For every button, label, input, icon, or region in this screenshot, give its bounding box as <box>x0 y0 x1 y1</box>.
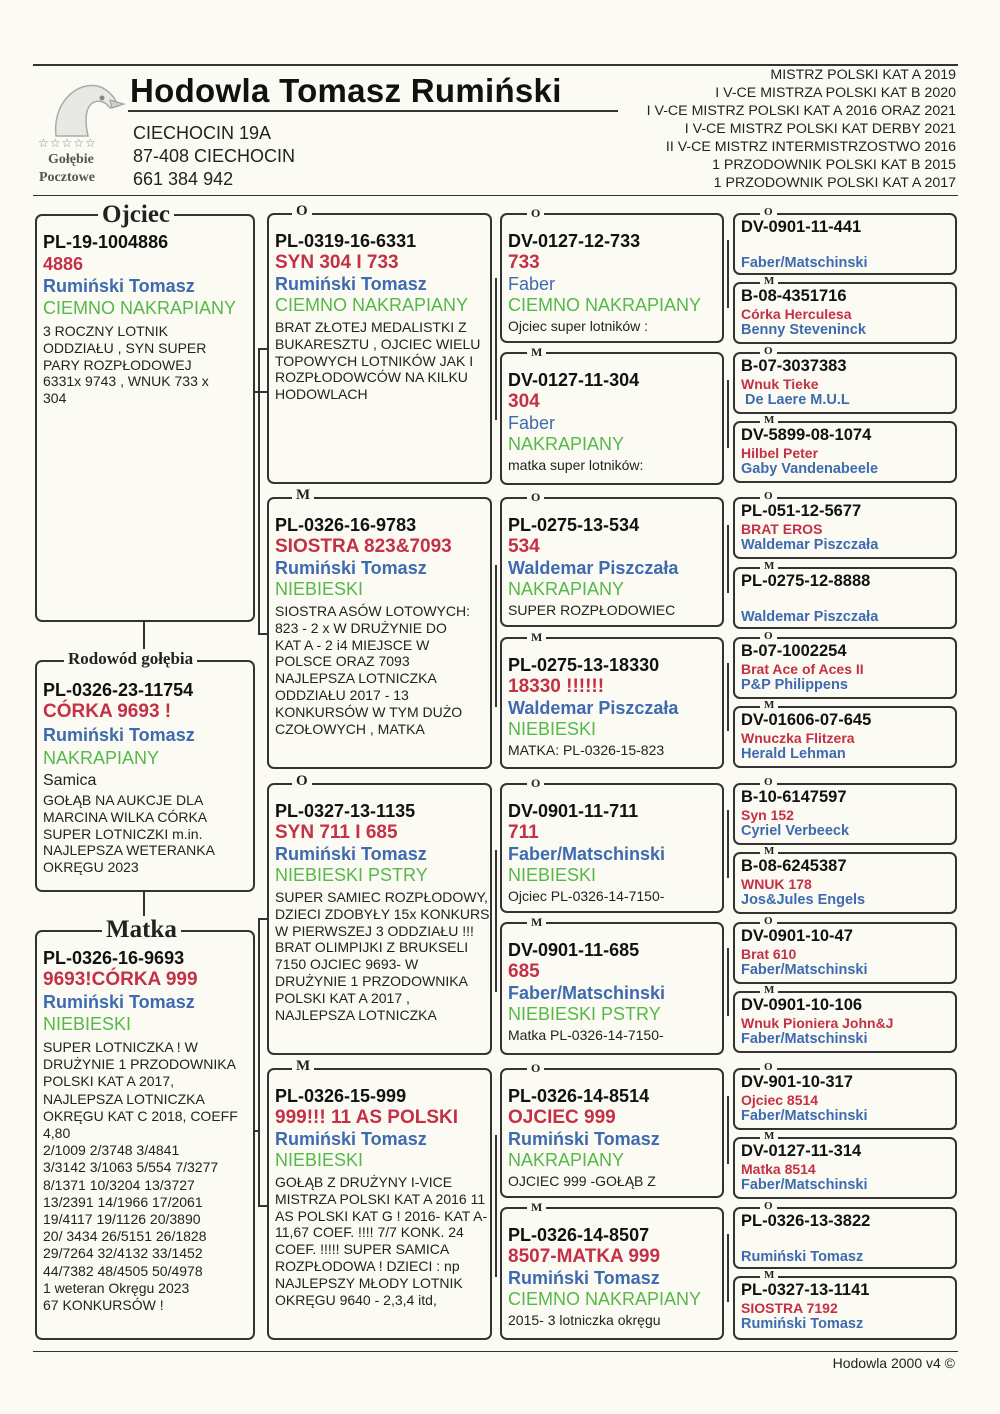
breeder-name: Waldemar Piszczała <box>508 698 679 718</box>
sex-marker-m: M <box>292 487 314 504</box>
logo-stars: ☆☆☆☆☆ <box>38 136 97 150</box>
breeder-name: Rumiński Tomasz <box>508 1129 660 1149</box>
pigeon-color: NIEBIESKI PSTRY <box>508 1004 661 1024</box>
ancestor-card[interactable] <box>733 922 957 984</box>
ancestor-card[interactable] <box>733 213 957 275</box>
award-item: I V-CE MISTRZ POLSKI KAT A 2016 ORAZ 2021 <box>646 103 956 119</box>
sex-marker-o: O <box>760 345 777 357</box>
connector-line <box>727 663 729 731</box>
breeder-name: Cyriel Verbeeck <box>741 823 850 839</box>
ring-number: PL-0275-13-18330 <box>508 655 660 675</box>
breeder-name: Faber/Matschinski <box>741 255 868 271</box>
pigeon-logo <box>38 78 126 188</box>
connector-line <box>727 810 729 878</box>
pigeon-name: OJCIEC 999 <box>508 1107 616 1128</box>
ring-number: DV-0901-11-711 <box>508 801 639 821</box>
result-line: 67 KONKURSÓW ! <box>43 1297 164 1314</box>
sex-marker-m: M <box>760 560 778 572</box>
grandparent-card[interactable] <box>267 497 492 769</box>
ring-number: B-07-1002254 <box>741 642 847 660</box>
connector-line <box>143 621 145 649</box>
address-line: CIECHOCIN 19A <box>133 123 272 143</box>
award-item: MISTRZ POLSKI KAT A 2019 <box>770 67 956 83</box>
awards-list <box>647 66 956 192</box>
great-grandparent-card[interactable] <box>500 497 724 627</box>
address-line: 87-408 CIECHOCIN <box>133 146 296 166</box>
ancestor-card[interactable] <box>733 1207 957 1269</box>
great-grandparent-card[interactable] <box>500 922 724 1055</box>
sex-marker-o: O <box>527 776 544 791</box>
breeder-name: Rumiński Tomasz <box>741 1316 864 1332</box>
pigeon-note: MATKA: PL-0326-15-823 <box>508 742 665 758</box>
great-grandparent-card[interactable] <box>500 213 724 343</box>
sex-marker-o: O <box>527 1061 544 1076</box>
breeder-name: Faber <box>508 274 556 294</box>
logo-text-1: Gołębie <box>48 152 94 167</box>
breeder-name: Rumiński Tomasz <box>741 1249 864 1265</box>
breeder-name: Waldemar Piszczała <box>741 609 879 625</box>
pigeon-note: 3 ROCZNY LOTNIK ODDZIAŁU , SYN SUPER PARY ROZPŁODOWEJ 6331x 9743 , WNUK 733 x 304 <box>43 323 209 407</box>
sex-marker-o: O <box>760 1200 777 1212</box>
breeder-name: P&P Philippens <box>741 677 848 693</box>
sex-marker-m: M <box>760 699 778 711</box>
pigeon-color: NAKRAPIANY <box>43 748 160 768</box>
ancestor-card[interactable] <box>733 352 957 414</box>
pedigree-label: Rodowód gołębia <box>64 649 197 669</box>
result-line: 8/1371 10/3204 13/3727 <box>43 1176 195 1193</box>
page-title: Hodowla Tomasz Rumiński <box>130 72 562 109</box>
great-grandparent-card[interactable] <box>500 637 724 769</box>
sex-marker-m: M <box>527 915 546 930</box>
sex-marker-o: O <box>760 490 777 502</box>
pigeon-color: CIEMNO NAKRAPIANY <box>43 298 237 318</box>
ancestor-card[interactable] <box>733 421 957 483</box>
pigeon-name: BRAT EROS <box>741 521 823 537</box>
pigeon-head-icon <box>46 78 126 138</box>
pigeon-note: Matka PL-0326-14-7150- <box>508 1027 664 1043</box>
father-card[interactable] <box>35 214 255 622</box>
ancestor-card[interactable] <box>733 1137 957 1199</box>
pigeon-name: Matka 8514 <box>741 1161 816 1177</box>
pigeon-color: CIEMNO NAKRAPIANY <box>508 295 702 315</box>
pigeon-name: 304 <box>508 391 540 412</box>
breeder-name: Waldemar Piszczała <box>741 537 879 553</box>
pigeon-color: NAKRAPIANY <box>508 579 625 599</box>
ring-number: PL-19-1004886 <box>43 232 169 252</box>
pigeon-name: Wnuczka Flitzera <box>741 730 855 746</box>
sex-marker-m: M <box>760 275 778 287</box>
pigeon-name: 8507-MATKA 999 <box>508 1246 661 1267</box>
pigeon-name: 711 <box>508 822 539 843</box>
pigeon-note: SUPER LOTNICZKA ! W DRUŻYNIE 1 PRZODOWNIKA POLSKI KAT A 2017, NAJLEPSZA LOTNICZKA OKRĘGU KAT C 2018, COEFF 4,80 <box>43 1039 238 1142</box>
breeder-name: Rumiński Tomasz <box>43 992 195 1012</box>
pigeon-color: CIEMNO NAKRAPIANY <box>508 1289 702 1309</box>
ancestor-card[interactable] <box>733 1276 957 1340</box>
pigeon-note: GOŁĄB NA AUKCJE DLA MARCINA WILKA CÓRKA SUPER LOTNICZKI m.in. NAJLEPSZA WETERANKA OKRĘGU 2023 <box>43 792 215 876</box>
breeder-name: Rumiński Tomasz <box>275 558 427 578</box>
title-underline <box>128 110 618 112</box>
ring-number: PL-051-12-5677 <box>741 502 862 520</box>
ring-number: DV-0901-11-441 <box>741 218 862 236</box>
ring-number: PL-0326-16-9693 <box>43 948 185 968</box>
sex-marker-m: M <box>760 1130 778 1142</box>
pigeon-note: 2015- 3 lotniczka okręgu <box>508 1312 661 1328</box>
award-item: I V-CE MISTRZA POLSKI KAT B 2020 <box>715 85 956 101</box>
pigeon-color: CIEMNO NAKRAPIANY <box>275 295 469 315</box>
pigeon-color: NIEBIESKI <box>508 865 597 885</box>
pigeon-color: NAKRAPIANY <box>508 1150 625 1170</box>
pigeon-note: BRAT ZŁOTEJ MEDALISTKI Z BUKARESZTU , OJCIEC WIELU TOPOWYCH LOTNIKÓW JAK I ROZPŁODOWCÓW NA KILKU HODOWLACH <box>275 319 481 403</box>
pigeon-sex: Samica <box>43 772 97 789</box>
breeder-name: Rumiński Tomasz <box>275 844 427 864</box>
ancestor-card[interactable] <box>733 637 957 699</box>
sex-marker-o: O <box>760 630 777 642</box>
pigeon-name: SIOSTRA 7192 <box>741 1300 838 1316</box>
ancestor-card[interactable] <box>733 991 957 1053</box>
pigeon-note: matka super lotników: <box>508 457 644 473</box>
breeder-name: Rumiński Tomasz <box>43 725 195 745</box>
great-grandparent-card[interactable] <box>500 1207 724 1340</box>
breeder-name: Rumiński Tomasz <box>275 1129 427 1149</box>
pigeon-color: NIEBIESKI <box>508 719 597 739</box>
ring-number: DV-01606-07-645 <box>741 711 872 729</box>
ancestor-card[interactable] <box>733 706 957 768</box>
grandparent-card[interactable] <box>267 213 492 484</box>
ring-number: DV-0127-11-314 <box>741 1142 862 1160</box>
ring-number: PL-0326-16-9783 <box>275 515 417 535</box>
ring-number: DV-0127-11-304 <box>508 370 640 390</box>
result-line: 13/2391 14/1966 17/2061 <box>43 1193 203 1210</box>
result-line: 19/4117 19/1126 20/3890 <box>43 1211 201 1228</box>
connector-line <box>727 240 729 308</box>
phone-number: 661 384 942 <box>133 169 234 189</box>
ring-number: DV-0901-11-685 <box>508 940 640 960</box>
pigeon-name: 4886 <box>43 254 84 274</box>
pigeon-name: Ojciec 8514 <box>741 1092 819 1108</box>
sex-marker-o: O <box>527 206 544 221</box>
ancestor-card[interactable] <box>733 1068 957 1130</box>
pigeon-note: Ojciec PL-0326-14-7150- <box>508 888 665 904</box>
result-line: 1 weteran Okręgu 2023 <box>43 1279 190 1296</box>
ancestor-card[interactable] <box>733 567 957 629</box>
pigeon-name: WNUK 178 <box>741 876 812 892</box>
sex-marker-o: O <box>292 203 312 220</box>
connector-line <box>253 391 268 393</box>
address-block <box>133 122 295 191</box>
sex-marker-o: O <box>760 776 777 788</box>
connector-line <box>727 1234 729 1302</box>
result-line: 3/3142 3/1063 5/554 7/3277 <box>43 1159 219 1176</box>
connector-line <box>727 948 729 1016</box>
award-item: II V-CE MISTRZ INTERMISTRZOSTWO 2016 <box>665 139 956 155</box>
breeder-name: Gaby Vandenabeele <box>741 461 879 477</box>
sex-marker-m: M <box>292 1058 314 1075</box>
pigeon-note: GOŁĄB Z DRUŻYNY I-VICE MISTRZA POLSKI KAT A 2016 11 AS POLSKI KAT G ! 2016- KAT A-11,67 COEF. !!!! 7/7 KONK. 24 COEF. !!!!! SUPER SAMICA ROZPŁODOWA ! DZIECI : np NAJLEPSZY MŁODY LOTNIK OKRĘGU 9640 - 2,3,4 itd, <box>275 1174 488 1308</box>
breeder-name: Faber/Matschinski <box>741 1031 868 1047</box>
footer-credit: Hodowla 2000 v4 © <box>832 1355 955 1371</box>
pigeon-name: 685 <box>508 961 540 982</box>
sex-marker-m: M <box>527 345 546 360</box>
subject-card[interactable] <box>35 660 255 892</box>
result-line: 20/ 3434 26/5151 26/1828 <box>43 1228 207 1245</box>
breeder-name: Faber/Matschinski <box>741 1177 868 1193</box>
award-item: I V-CE MISTRZ POLSKI KAT DERBY 2021 <box>684 121 956 137</box>
ring-number: PL-0327-13-1135 <box>275 801 416 821</box>
bottom-rule <box>33 1351 958 1352</box>
sex-marker-o: O <box>527 490 544 505</box>
ring-number: DV-0127-12-733 <box>508 231 641 251</box>
pigeon-name: 18330 !!!!!! <box>508 676 605 697</box>
pigeon-name: 999!!! 11 AS POLSKI <box>275 1107 459 1128</box>
connector-line <box>727 1096 729 1164</box>
mother-label: Matka <box>102 916 181 944</box>
pigeon-note: SUPER SAMIEC ROZPŁODOWY, DZIECI ZDOBYŁY 15x KONKURS W PIERWSZEJ 3 ODDZIAŁU !!! BRAT OLIMPIJKI Z BRUKSELI 7150 OJCIEC 9693- W DRUŻYNIE 1 PRZODOWNIKA POLSKI KAT A 2017 , NAJLEPSZA LOTNICZKA <box>275 889 490 1023</box>
breeder-name: Rumiński Tomasz <box>275 274 427 294</box>
ring-number: PL-0319-16-6331 <box>275 231 417 251</box>
ring-number: B-08-6245387 <box>741 857 847 875</box>
award-item: 1 PRZODOWNIK POLSKI KAT A 2017 <box>713 175 956 191</box>
ring-number: DV-901-10-317 <box>741 1073 853 1091</box>
ancestor-card[interactable] <box>733 282 957 344</box>
ring-number: PL-0326-13-3822 <box>741 1212 871 1230</box>
grandparent-card[interactable] <box>267 1068 492 1340</box>
great-grandparent-card[interactable] <box>500 783 724 913</box>
pigeon-color: NIEBIESKI PSTRY <box>275 865 428 885</box>
connector-line <box>727 525 729 593</box>
breeder-name: Faber <box>508 413 556 433</box>
result-line: 44/7382 48/4505 50/4978 <box>43 1262 203 1279</box>
connector-line <box>258 348 260 633</box>
connector-line <box>727 380 729 448</box>
pigeon-color: NAKRAPIANY <box>508 434 625 454</box>
pigeon-name: Brat Ace of Aces II <box>741 661 864 677</box>
breeder-name: Faber/Matschinski <box>508 844 666 864</box>
connector-line <box>495 278 497 420</box>
pigeon-name: SIOSTRA 823&7093 <box>275 536 452 557</box>
pigeon-name: Hilbel Peter <box>741 445 819 461</box>
pigeon-name <box>741 591 951 609</box>
pigeon-name: 733 <box>508 252 540 273</box>
pigeon-name: Córka Herculesa <box>741 306 852 322</box>
pigeon-color: NIEBIESKI <box>43 1014 132 1034</box>
pigeon-note: SUPER ROZPŁODOWIEC <box>508 602 676 618</box>
breeder-name: Rumiński Tomasz <box>508 1268 660 1288</box>
pigeon-color: NIEBIESKI <box>275 1150 364 1170</box>
breeder-name: Rumiński Tomasz <box>43 276 195 296</box>
ring-number: PL-0275-12-8888 <box>741 572 871 590</box>
great-grandparent-card[interactable] <box>500 1068 724 1198</box>
ring-number: PL-0326-15-999 <box>275 1086 407 1106</box>
sex-marker-o: O <box>292 773 312 790</box>
ring-number: B-10-6147597 <box>741 788 847 806</box>
connector-line <box>495 1135 497 1277</box>
result-line: 2/1009 2/3748 3/4841 <box>43 1142 180 1159</box>
sex-marker-m: M <box>527 630 546 645</box>
sex-marker-m: M <box>760 845 778 857</box>
ring-number: PL-0326-23-11754 <box>43 680 194 700</box>
sex-marker-m: M <box>527 1200 546 1215</box>
breeder-name: Faber/Matschinski <box>741 1108 868 1124</box>
grandparent-card[interactable] <box>267 783 492 1055</box>
result-line: 29/7264 32/4132 33/1452 <box>43 1245 203 1262</box>
sex-marker-o: O <box>760 206 777 218</box>
ring-number: PL-0326-14-8507 <box>508 1225 650 1245</box>
pigeon-name: Wnuk Pioniera John&J <box>741 1015 894 1031</box>
ring-number: B-07-3037383 <box>741 357 847 375</box>
connector-line <box>258 918 260 1205</box>
pigeon-name: 9693!CÓRKA 999 <box>43 969 198 990</box>
connector-line <box>495 850 497 992</box>
breeder-name: De Laere M.U.L <box>745 392 850 408</box>
ancestor-card[interactable] <box>733 852 957 914</box>
header-bottom-rule <box>33 195 958 196</box>
sex-marker-m: M <box>760 414 778 426</box>
father-label: Ojciec <box>98 201 174 229</box>
breeder-name: Jos&Jules Engels <box>741 892 866 908</box>
pigeon-note: Ojciec super lotników : <box>508 318 649 334</box>
sex-marker-o: O <box>760 915 777 927</box>
ring-number: DV-0901-10-47 <box>741 927 853 945</box>
pigeon-name: SYN 711 I 685 <box>275 822 398 843</box>
award-item: 1 PRZODOWNIK POLSKI KAT B 2015 <box>712 157 956 173</box>
ring-number: DV-0901-10-106 <box>741 996 863 1014</box>
pigeon-name: Syn 152 <box>741 807 794 823</box>
pigeon-name: Brat 610 <box>741 946 797 962</box>
ancestor-card[interactable] <box>733 783 957 845</box>
pigeon-name: CÓRKA 9693 ! <box>43 701 172 722</box>
breeder-name: Faber/Matschinski <box>508 983 666 1003</box>
breeder-name: Herald Lehman <box>741 746 846 762</box>
ring-number: PL-0327-13-1141 <box>741 1281 870 1299</box>
sex-marker-o: O <box>760 1061 777 1073</box>
logo-text-2: Pocztowe <box>39 170 95 185</box>
ring-number: DV-5899-08-1074 <box>741 426 872 444</box>
pigeon-name: Wnuk Tieke <box>741 376 819 392</box>
pigeon-note: SIOSTRA ASÓW LOTOWYCH: 823 - 2 x W DRUŻYNIE DO KAT A - 2 i4 MIEJSCE W POLSCE ORAZ 7093 NAJLEPSZA LOTNICZKA ODDZIAŁU 2017 - 13 KONKURSÓW W TYM DUŻO CZOŁOWYCH , MATKA <box>275 603 470 737</box>
pigeon-name <box>741 1231 951 1249</box>
pigeon-name: 534 <box>508 536 540 557</box>
pigeon-color: NIEBIESKI <box>275 579 364 599</box>
sex-marker-m: M <box>760 984 778 996</box>
connector-line <box>495 565 497 707</box>
ring-number: PL-0326-14-8514 <box>508 1086 650 1106</box>
ancestor-card[interactable] <box>733 497 957 559</box>
breeder-name: Waldemar Piszczała <box>508 558 679 578</box>
sex-marker-m: M <box>760 1269 778 1281</box>
pigeon-name <box>741 237 951 255</box>
breeder-name: Benny Steveninck <box>741 322 866 338</box>
pigeon-note: OJCIEC 999 -GOŁĄB Z <box>508 1173 656 1189</box>
breeder-name: Faber/Matschinski <box>741 962 868 978</box>
ring-number: B-08-4351716 <box>741 287 847 305</box>
pigeon-name: SYN 304 I 733 <box>275 252 399 273</box>
great-grandparent-card[interactable] <box>500 352 724 485</box>
ring-number: PL-0275-13-534 <box>508 515 640 535</box>
mother-card[interactable] <box>35 930 255 1340</box>
